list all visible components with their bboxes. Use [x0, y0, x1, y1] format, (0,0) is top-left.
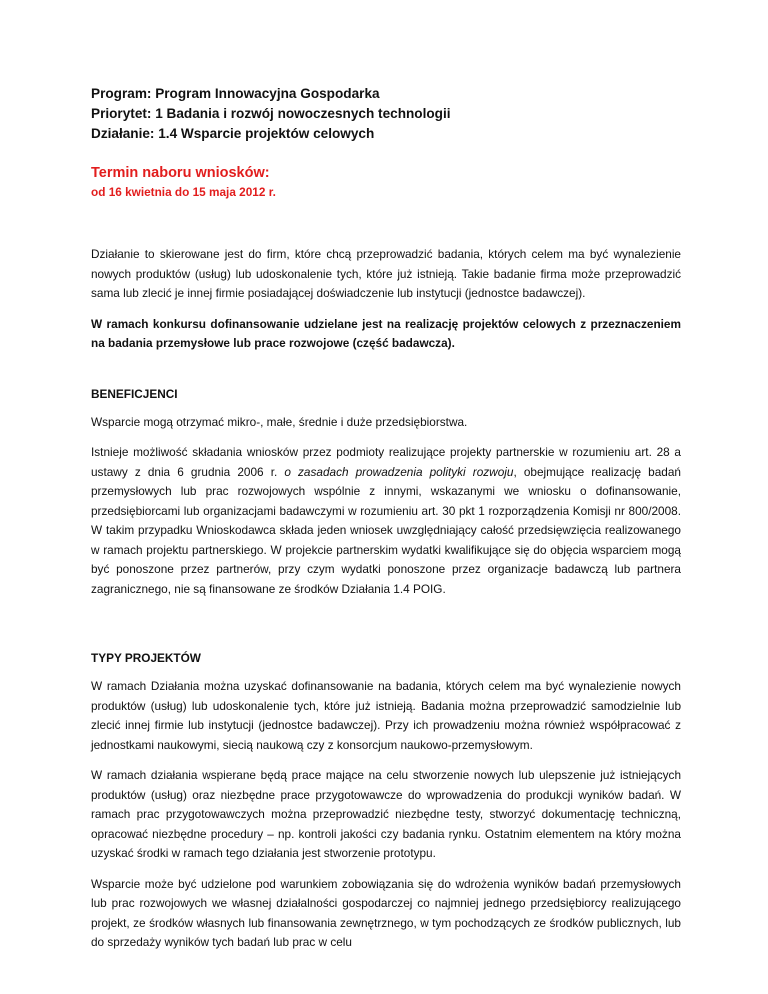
project-types-paragraph-3: Wsparcie może być udzielone pod warunkiem zobowiązania się do wdrożenia wyników badań przemysłowych lub prac rozwojowych we własnej działalności gospodarczej co najmniej jednego przedsiębiorcy realizującego projekt, ze środków własnych lub finansowania zewnętrznego, w tym pochodzących ze środków publicznych, lub do sprzedaży wyników tych badań lub prac w celu	[91, 876, 681, 949]
beneficiaries-heading: BENEFICJENCI	[91, 386, 178, 401]
deadline-title: Termin naboru wniosków:	[91, 165, 270, 181]
program-line: Program: Program Innowacyjna Gospodarka	[91, 86, 380, 101]
measure-line: Działanie: 1.4 Wsparcie projektów celowych	[91, 126, 375, 141]
beneficiaries-paragraph-1: Wsparcie mogą otrzymać mikro-, małe, średnie i duże przedsiębiorstwa.	[91, 414, 468, 429]
beneficiaries-paragraph-2	[91, 443, 681, 599]
beneficiaries-p2-end: , obejmujące realizację badań przemysłowych lub prac rozwojowych wspólnie z innymi, wskazanymi we wniosku o dofinansowanie, przedsiębiorcami lub organizacjami badawczymi w rozumieniu art. 30 pkt 1 rozporządzenia Komisji nr 800/2008. W takim przypadku Wnioskodawca składa jeden wniosek uwzględniający całość przedsięwzięcia realizowanego w ramach projektu partnerskiego. W projekcie partnerskim wydatki kwalifikujące się do objęcia wsparciem mogą być ponoszone przez partnerów, przy czym wydatki ponoszone przez organizacje badawczą lub partnera zagranicznego, nie są finansowane ze środków Działania 1.4 POIG.	[91, 464, 681, 596]
project-types-paragraph-1: W ramach Działania można uzyskać dofinansowanie na badania, których celem ma być wynalezienie nowych produktów (usług) lub udoskonalenie tych, które już istnieją. Badania można przeprowadzić samodzielnie lub zlecić innej firmie lub instytucji (jednostce badawczej). Przy ich prowadzeniu można również współpracować z jednostkami naukowymi, siecią naukową czy z konsorcjum naukowo-przemysłowym.	[91, 679, 681, 752]
project-types-paragraph-2: W ramach działania wspierane będą prace mające na celu stworzenie nowych lub ulepszenie już istniejących produktów (usług) oraz niezbędne prace przygotowawcze do wprowadzenia do produkcji wyników badań. W ramach prac przygotowawczych można przeprowadzić niezbędne testy, stworzyć dokumentację techniczną, opracować niezbędne procedury – np. kontroli jakości czy badania rynku. Ostatnim elementem na który można uzyskać środki w ramach tego działania jest stworzenie prototypu.	[91, 768, 681, 860]
document-page	[91, 84, 681, 953]
beneficiaries-p2-start: Istnieje możliwość składania wniosków przez podmioty realizujące projekty partnerskie w rozumieniu art. 28 a ustawy z dnia 6 grudnia 2006 r.	[91, 445, 681, 479]
act-title: o zasadach prowadzenia polityki rozwoju	[284, 464, 514, 479]
project-types-heading: TYPY PROJEKTÓW	[91, 651, 201, 665]
deadline-dates: od 16 kwietnia do 15 maja 2012 r.	[91, 185, 276, 199]
priority-line: Priorytet: 1 Badania i rozwój nowoczesnych technologii	[91, 106, 451, 121]
intro-paragraph: Działanie to skierowane jest do firm, które chcą przeprowadzić badania, których celem ma być wynalezienie nowych produktów (usług) lub udoskonalenie tych, które już istnieją. Takie badanie firma może przeprowadzić sama lub zlecić je innej firmie posiadającej doświadczenie lub instytucji (jednostce badawczej).	[91, 247, 681, 300]
intro-bold-paragraph: W ramach konkursu dofinansowanie udzielane jest na realizację projektów celowych z przeznaczeniem na badania przemysłowe lub prace rozwojowe (część badawcza).	[91, 316, 681, 350]
